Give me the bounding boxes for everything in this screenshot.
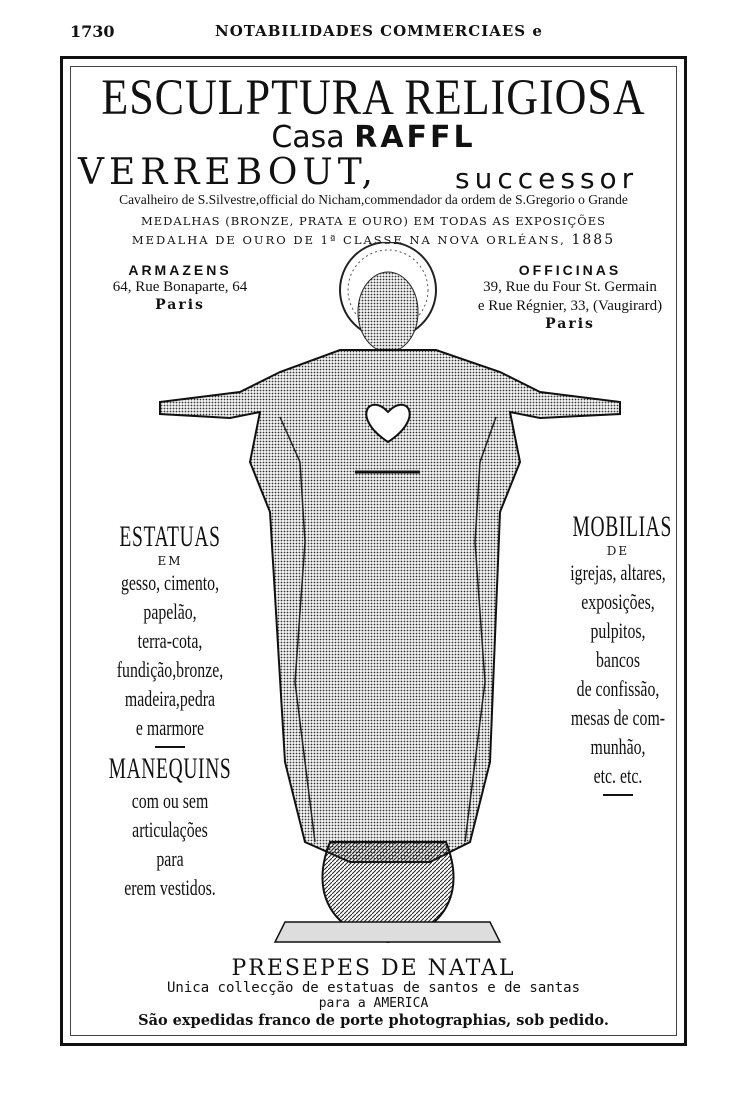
casa-line xyxy=(70,120,677,155)
armazens-address: 64, Rue Bonaparte, 64 xyxy=(112,279,248,295)
estatuas-block xyxy=(70,520,270,902)
mobilias-heading: MOBILIAS xyxy=(572,510,672,543)
running-title: NOTABILIDADES COMMERCIAES e xyxy=(215,22,543,40)
casa-name: RAFFL xyxy=(354,120,476,155)
estatuas-sub: EM xyxy=(157,554,183,568)
officinas-block xyxy=(450,262,690,332)
mobilias-line: exposições, xyxy=(581,589,655,614)
casa-label: Casa xyxy=(271,120,345,155)
manequins-line: articulações xyxy=(132,817,208,842)
mobilias-sub: DE xyxy=(606,544,630,558)
manequins-heading: MANEQUINS xyxy=(108,752,232,785)
divider-dash xyxy=(603,794,633,796)
armazens-block xyxy=(80,262,280,313)
mobilias-block xyxy=(548,510,688,800)
estatuas-line: papelão, xyxy=(143,599,197,624)
estatuas-line: terra-cota, xyxy=(137,628,203,653)
mobilias-line: munhão, xyxy=(590,734,646,759)
medals-year: 1885 xyxy=(571,232,616,248)
expedidas-line: São expedidas franco de porte photographias, sob pedido. xyxy=(138,1012,609,1029)
medals-line-1: MEDALHAS (BRONZE, PRATA E OURO) EM TODAS AS EXPOSIÇÕES xyxy=(141,214,606,228)
estatuas-line: e marmore xyxy=(135,715,205,740)
owner-name: VERREBOUT, xyxy=(78,152,378,193)
officinas-address-1: 39, Rue du Four St. Germain xyxy=(483,279,657,295)
estatuas-line: gesso, cimento, xyxy=(120,570,220,595)
manequins-line: para xyxy=(156,846,184,871)
armazens-city: Paris xyxy=(155,297,205,313)
officinas-address-2: e Rue Régnier, 33, (Vaugirard) xyxy=(477,298,663,314)
owner-role: successor xyxy=(455,162,639,195)
honours-line: Cavalheiro de S.Silvestre,official do Nicham,commendador da ordem de S.Gregorio o Grande xyxy=(119,192,628,207)
unica-line: Unica collecção de estatuas de santos e de santas xyxy=(166,980,580,996)
manequins-line: erem vestidos. xyxy=(124,875,216,900)
mobilias-line: mesas de com- xyxy=(570,705,666,730)
officinas-city: Paris xyxy=(545,316,595,332)
ad-title: ESCULPTURA RELIGIOSA xyxy=(101,69,646,126)
officinas-heading: OFFICINAS xyxy=(518,262,622,278)
page-number: 1730 xyxy=(70,22,115,41)
estatuas-heading: ESTATUAS xyxy=(119,520,221,553)
para-america-line: para a AMERICA xyxy=(318,996,429,1011)
manequins-line: com ou sem xyxy=(131,788,209,813)
mobilias-line: igrejas, altares, xyxy=(570,560,666,585)
divider-dash xyxy=(155,746,185,748)
mobilias-line: pulpitos, bancos xyxy=(590,618,646,672)
mobilias-line: etc. etc. xyxy=(593,763,643,788)
estatuas-line: madeira,pedra xyxy=(124,686,216,711)
estatuas-line: fundição,bronze, xyxy=(116,657,224,682)
medals-line-2-text: MEDALHA DE OURO DE 1ª CLASSE NA NOVA ORLÉANS, xyxy=(131,233,566,247)
armazens-heading: ARMAZENS xyxy=(128,262,232,278)
mobilias-line: de confissão, xyxy=(576,676,660,701)
presepes-heading: PRESEPES DE NATAL xyxy=(231,956,516,981)
